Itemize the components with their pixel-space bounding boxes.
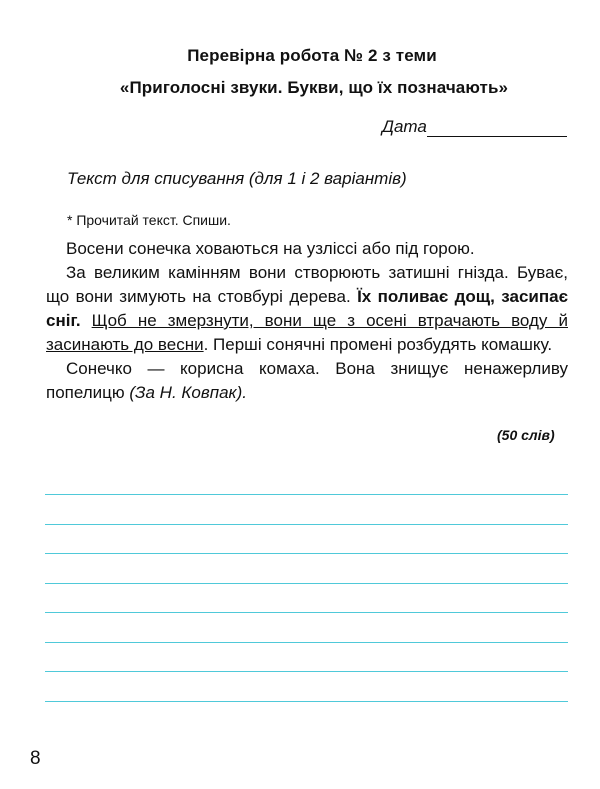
paragraph-2: За великим камінням вони створюють затишні гнізда. Буває, що вони зимують на стовбурі дерева. Їх поливає дощ, засипає сніг. Щоб не змерзнути, вони ще з осені втрачають воду й засинають до весни. Перші сонячні промені розбудять комашку. <box>46 263 568 354</box>
writing-line <box>45 701 568 702</box>
task-instruction: * Прочитай текст. Спиши. <box>67 212 231 228</box>
paragraph-3: Сонечко — корисна комаха. Вона знищує ненажерливу попелицю (За Н. Ковпак). <box>46 359 568 402</box>
page-number: 8 <box>30 748 41 769</box>
source-citation: (За Н. Ковпак). <box>129 383 247 402</box>
writing-line <box>45 524 568 525</box>
writing-lines <box>45 494 568 730</box>
date-label: Дата <box>382 117 427 136</box>
writing-line <box>45 671 568 672</box>
page-subtitle: «Приголосні звуки. Букви, що їх позначають» <box>119 78 509 97</box>
date-field <box>382 117 567 137</box>
page-title: Перевірна робота № 2 з теми <box>187 46 437 65</box>
word-count: (50 слів) <box>497 427 555 443</box>
writing-line <box>45 583 568 584</box>
writing-line <box>45 553 568 554</box>
task-heading: Текст для списування (для 1 і 2 варіантів) <box>67 169 407 188</box>
paragraph-1: Восени сонечка ховаються на узліссі або під горою. <box>66 239 475 258</box>
bold-sentence: Їх поливає дощ, засипає сніг. <box>46 287 568 330</box>
date-blank-line <box>427 121 567 137</box>
dictation-text <box>46 237 568 405</box>
writing-line <box>45 494 568 495</box>
underlined-sentence: Щоб не змерзнути, вони ще з осені втрачають воду й засинають до весни <box>46 311 568 354</box>
writing-line <box>45 642 568 643</box>
writing-line <box>45 612 568 613</box>
